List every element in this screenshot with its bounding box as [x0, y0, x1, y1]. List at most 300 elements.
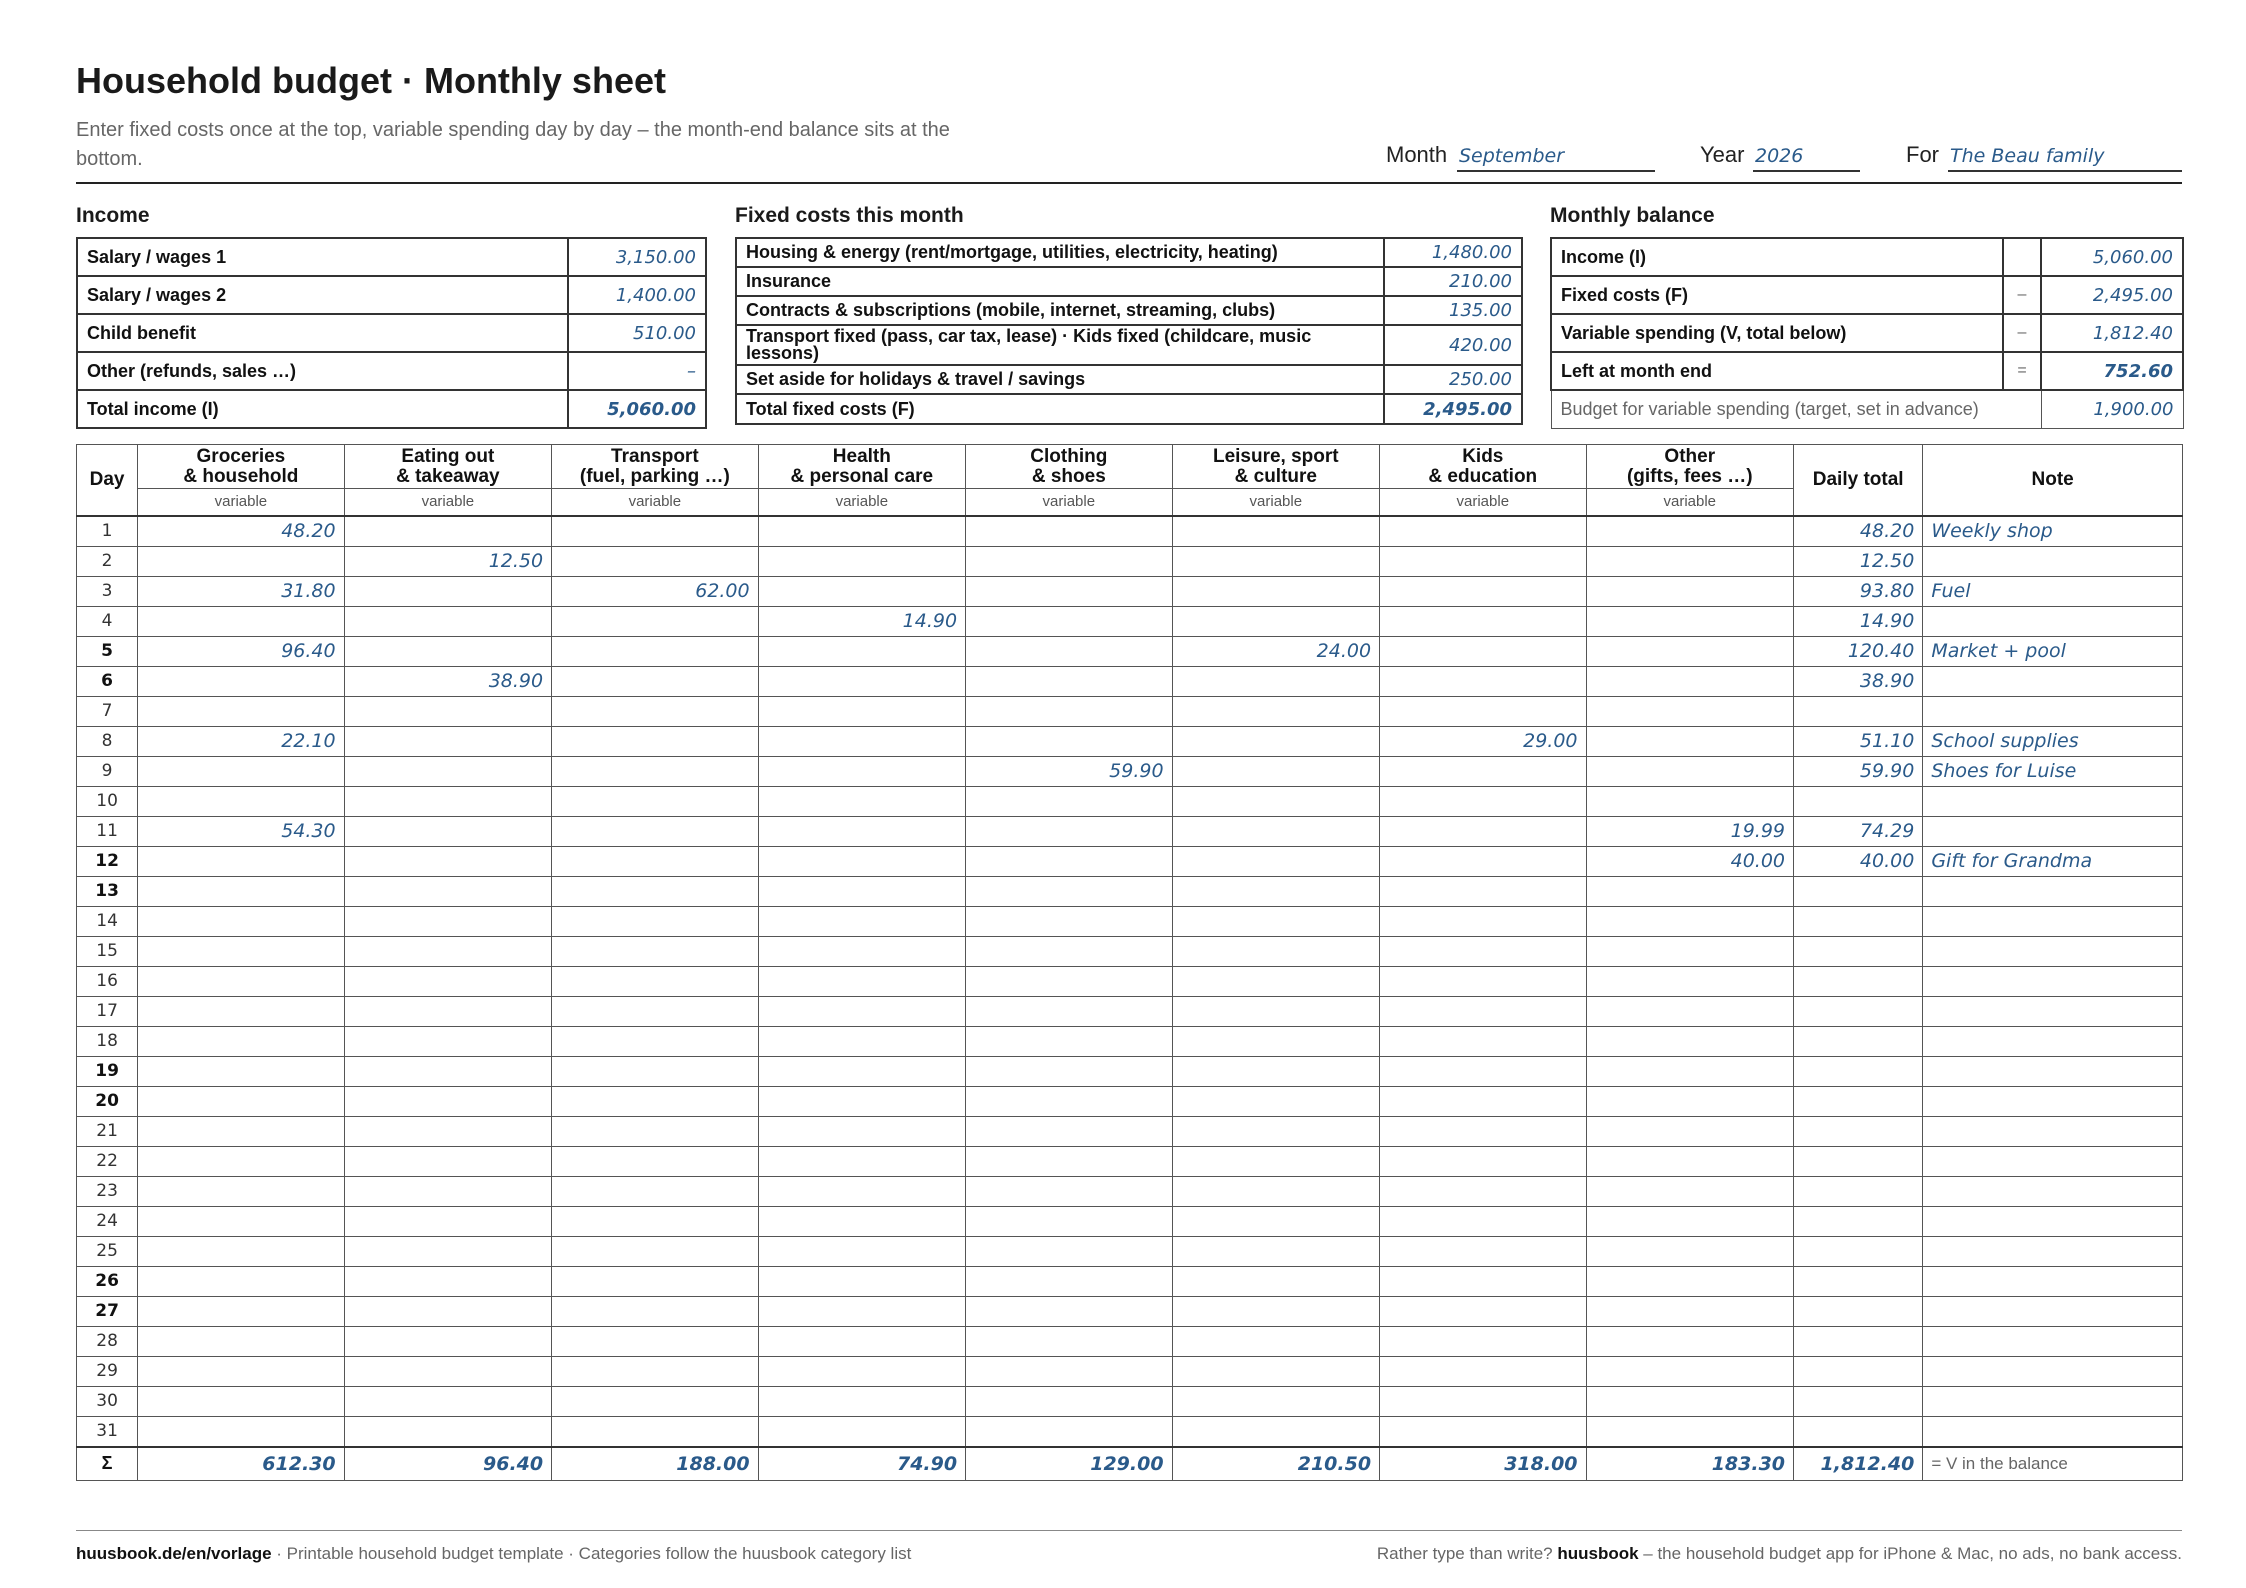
note-cell[interactable] — [1923, 1266, 2183, 1296]
expense-cell[interactable] — [344, 906, 551, 936]
expense-cell[interactable] — [344, 696, 551, 726]
expense-cell[interactable] — [1380, 816, 1586, 846]
expense-cell[interactable] — [138, 1026, 344, 1056]
expense-cell[interactable] — [1380, 1176, 1586, 1206]
expense-cell[interactable] — [552, 1326, 758, 1356]
expense-cell[interactable] — [758, 876, 965, 906]
expense-cell[interactable] — [344, 576, 551, 606]
expense-cell[interactable] — [1172, 516, 1379, 547]
footer-site-link[interactable]: huusbook.de/en/vorlage — [76, 1544, 272, 1563]
expense-cell[interactable] — [552, 906, 758, 936]
expense-cell[interactable] — [138, 1056, 344, 1086]
expense-cell[interactable] — [1380, 1386, 1586, 1416]
expense-cell[interactable]: 59.90 — [966, 756, 1172, 786]
expense-cell[interactable] — [1586, 546, 1793, 576]
expense-cell[interactable]: 19.99 — [1586, 816, 1793, 846]
expense-cell[interactable] — [344, 636, 551, 666]
expense-cell[interactable] — [966, 696, 1172, 726]
note-cell[interactable] — [1923, 936, 2183, 966]
expense-cell[interactable] — [552, 606, 758, 636]
expense-cell[interactable] — [966, 576, 1172, 606]
expense-cell[interactable] — [966, 846, 1172, 876]
fixed-cost-value-input[interactable]: 210.00 — [1384, 267, 1522, 296]
note-cell[interactable] — [1923, 1206, 2183, 1236]
expense-cell[interactable] — [1172, 1026, 1379, 1056]
expense-cell[interactable] — [1172, 1296, 1379, 1326]
expense-cell[interactable] — [1586, 906, 1793, 936]
expense-cell[interactable] — [1586, 1386, 1793, 1416]
expense-cell[interactable] — [1586, 936, 1793, 966]
expense-cell[interactable] — [1380, 546, 1586, 576]
note-cell[interactable] — [1923, 1056, 2183, 1086]
expense-cell[interactable] — [966, 1326, 1172, 1356]
expense-cell[interactable] — [1380, 876, 1586, 906]
expense-cell[interactable] — [1380, 786, 1586, 816]
expense-cell[interactable] — [966, 726, 1172, 756]
expense-cell[interactable] — [1172, 996, 1379, 1026]
expense-cell[interactable] — [552, 1146, 758, 1176]
note-cell[interactable]: Market + pool — [1923, 636, 2183, 666]
expense-cell[interactable] — [1172, 726, 1379, 756]
fixed-cost-value-input[interactable]: 250.00 — [1384, 365, 1522, 394]
expense-cell[interactable] — [138, 666, 344, 696]
expense-cell[interactable] — [758, 1326, 965, 1356]
expense-cell[interactable] — [552, 936, 758, 966]
expense-cell[interactable] — [1586, 1176, 1793, 1206]
expense-cell[interactable] — [138, 846, 344, 876]
expense-cell[interactable] — [552, 1416, 758, 1447]
expense-cell[interactable] — [552, 516, 758, 547]
expense-cell[interactable]: 22.10 — [138, 726, 344, 756]
expense-cell[interactable] — [966, 1386, 1172, 1416]
expense-cell[interactable] — [1586, 1356, 1793, 1386]
expense-cell[interactable] — [138, 966, 344, 996]
expense-cell[interactable] — [138, 876, 344, 906]
expense-cell[interactable] — [966, 1296, 1172, 1326]
expense-cell[interactable] — [966, 1086, 1172, 1116]
expense-cell[interactable] — [552, 1296, 758, 1326]
expense-cell[interactable] — [138, 996, 344, 1026]
for-input[interactable]: The Beau family — [1948, 138, 2182, 172]
expense-cell[interactable] — [138, 1386, 344, 1416]
expense-cell[interactable] — [1380, 1056, 1586, 1086]
expense-cell[interactable] — [1586, 756, 1793, 786]
expense-cell[interactable] — [1380, 936, 1586, 966]
expense-cell[interactable] — [344, 1176, 551, 1206]
expense-cell[interactable] — [758, 576, 965, 606]
expense-cell[interactable] — [1380, 756, 1586, 786]
expense-cell[interactable] — [552, 1356, 758, 1386]
expense-cell[interactable] — [758, 1206, 965, 1236]
expense-cell[interactable] — [966, 666, 1172, 696]
expense-cell[interactable] — [344, 936, 551, 966]
expense-cell[interactable] — [344, 1146, 551, 1176]
expense-cell[interactable] — [344, 816, 551, 846]
expense-cell[interactable] — [344, 606, 551, 636]
income-value-input[interactable]: 1,400.00 — [568, 276, 706, 314]
expense-cell[interactable]: 96.40 — [138, 636, 344, 666]
note-cell[interactable] — [1923, 1326, 2183, 1356]
expense-cell[interactable] — [1172, 1386, 1379, 1416]
expense-cell[interactable] — [1586, 1266, 1793, 1296]
expense-cell[interactable] — [1380, 1086, 1586, 1116]
expense-cell[interactable] — [966, 1146, 1172, 1176]
expense-cell[interactable] — [1380, 1266, 1586, 1296]
expense-cell[interactable] — [138, 1206, 344, 1236]
expense-cell[interactable] — [1380, 1326, 1586, 1356]
expense-cell[interactable] — [966, 936, 1172, 966]
expense-cell[interactable] — [1172, 1116, 1379, 1146]
expense-cell[interactable] — [344, 1086, 551, 1116]
expense-cell[interactable] — [1172, 1356, 1379, 1386]
expense-cell[interactable] — [344, 966, 551, 996]
expense-cell[interactable] — [1586, 1296, 1793, 1326]
expense-cell[interactable] — [1380, 606, 1586, 636]
expense-cell[interactable] — [966, 1206, 1172, 1236]
note-cell[interactable]: Gift for Grandma — [1923, 846, 2183, 876]
expense-cell[interactable] — [1172, 1086, 1379, 1116]
expense-cell[interactable] — [344, 1326, 551, 1356]
expense-cell[interactable] — [758, 816, 965, 846]
note-cell[interactable] — [1923, 666, 2183, 696]
expense-cell[interactable] — [552, 1206, 758, 1236]
expense-cell[interactable] — [552, 666, 758, 696]
expense-cell[interactable] — [138, 1236, 344, 1266]
note-cell[interactable] — [1923, 546, 2183, 576]
expense-cell[interactable] — [344, 1116, 551, 1146]
expense-cell[interactable] — [344, 1356, 551, 1386]
expense-cell[interactable] — [1172, 1266, 1379, 1296]
expense-cell[interactable] — [1586, 726, 1793, 756]
expense-cell[interactable] — [1172, 906, 1379, 936]
expense-cell[interactable] — [1172, 576, 1379, 606]
expense-cell[interactable] — [1380, 1206, 1586, 1236]
expense-cell[interactable] — [138, 786, 344, 816]
expense-cell[interactable] — [758, 786, 965, 816]
expense-cell[interactable] — [758, 516, 965, 547]
budget-target-value-input[interactable]: 1,900.00 — [2041, 390, 2183, 428]
expense-cell[interactable] — [758, 726, 965, 756]
expense-cell[interactable] — [1380, 996, 1586, 1026]
fixed-cost-value-input[interactable]: 135.00 — [1384, 296, 1522, 325]
category-header — [552, 445, 758, 489]
expense-cell[interactable] — [758, 1356, 965, 1386]
expense-cell[interactable] — [758, 696, 965, 726]
note-cell[interactable] — [1923, 1116, 2183, 1146]
expense-cell[interactable] — [1586, 1116, 1793, 1146]
expense-cell[interactable] — [552, 996, 758, 1026]
fixed-cost-value-input[interactable]: 420.00 — [1384, 325, 1522, 365]
expense-cell[interactable] — [344, 1056, 551, 1086]
expense-cell[interactable] — [1586, 696, 1793, 726]
expense-cell[interactable] — [138, 546, 344, 576]
expense-cell[interactable] — [138, 906, 344, 936]
expense-cell[interactable] — [344, 876, 551, 906]
expense-cell[interactable] — [1586, 1326, 1793, 1356]
note-cell[interactable] — [1923, 1296, 2183, 1326]
expense-cell[interactable] — [1380, 906, 1586, 936]
note-cell[interactable] — [1923, 816, 2183, 846]
expense-cell[interactable] — [1172, 876, 1379, 906]
expense-cell[interactable] — [1586, 606, 1793, 636]
expense-cell[interactable] — [758, 1386, 965, 1416]
expense-cell[interactable] — [966, 516, 1172, 547]
expense-cell[interactable] — [552, 876, 758, 906]
expense-cell[interactable] — [758, 936, 965, 966]
expense-cell[interactable] — [966, 816, 1172, 846]
expense-cell[interactable] — [758, 906, 965, 936]
expense-cell[interactable] — [552, 726, 758, 756]
expense-cell[interactable] — [552, 1116, 758, 1146]
expense-cell[interactable] — [552, 1266, 758, 1296]
expense-cell[interactable] — [1380, 1026, 1586, 1056]
note-cell[interactable] — [1923, 1386, 2183, 1416]
expense-cell[interactable] — [344, 756, 551, 786]
expense-cell[interactable] — [758, 1056, 965, 1086]
expense-cell[interactable] — [1586, 666, 1793, 696]
expense-cell[interactable] — [552, 966, 758, 996]
expense-cell[interactable] — [552, 546, 758, 576]
expense-cell[interactable] — [1380, 846, 1586, 876]
expense-cell[interactable] — [966, 546, 1172, 576]
expense-cell[interactable] — [138, 1356, 344, 1386]
expense-cell[interactable] — [1380, 666, 1586, 696]
expense-cell[interactable] — [138, 606, 344, 636]
expense-cell[interactable] — [552, 816, 758, 846]
expense-cell[interactable] — [1586, 786, 1793, 816]
note-cell[interactable] — [1923, 1236, 2183, 1266]
note-cell[interactable]: Fuel — [1923, 576, 2183, 606]
income-value-input[interactable]: 510.00 — [568, 314, 706, 352]
income-value-input[interactable]: – — [568, 352, 706, 390]
expense-cell[interactable] — [1380, 1146, 1586, 1176]
note-cell[interactable] — [1923, 696, 2183, 726]
expense-cell[interactable] — [966, 1356, 1172, 1386]
expense-cell[interactable] — [552, 636, 758, 666]
expense-cell[interactable] — [344, 846, 551, 876]
expense-cell[interactable] — [758, 1296, 965, 1326]
note-cell[interactable] — [1923, 1086, 2183, 1116]
expense-cell[interactable] — [1172, 546, 1379, 576]
fixed-cost-value-input[interactable]: 1,480.00 — [1384, 238, 1522, 267]
expense-cell[interactable] — [344, 726, 551, 756]
note-cell[interactable] — [1923, 1176, 2183, 1206]
expense-cell[interactable] — [552, 1236, 758, 1266]
expense-cell[interactable] — [1586, 516, 1793, 547]
category-type-label: variable — [552, 489, 758, 516]
expense-cell[interactable] — [1586, 1236, 1793, 1266]
expense-cell[interactable] — [758, 1146, 965, 1176]
category-header-line2: & education — [1428, 466, 1538, 487]
expense-cell[interactable] — [138, 1086, 344, 1116]
expense-cell[interactable] — [344, 1416, 551, 1447]
expense-cell[interactable] — [966, 996, 1172, 1026]
expense-cell[interactable] — [1380, 1296, 1586, 1326]
note-cell[interactable] — [1923, 1026, 2183, 1056]
expense-cell[interactable] — [138, 696, 344, 726]
expense-cell[interactable] — [1172, 1176, 1379, 1206]
expense-cell[interactable] — [138, 1116, 344, 1146]
expense-cell[interactable] — [138, 1146, 344, 1176]
expense-cell[interactable] — [1380, 516, 1586, 547]
expense-cell[interactable] — [344, 1206, 551, 1236]
expense-cell[interactable] — [966, 966, 1172, 996]
expense-cell[interactable] — [758, 1416, 965, 1447]
expense-cell[interactable]: 29.00 — [1380, 726, 1586, 756]
expense-cell[interactable]: 54.30 — [138, 816, 344, 846]
note-cell[interactable]: Shoes for Luise — [1923, 756, 2183, 786]
expense-cell[interactable] — [1380, 1416, 1586, 1447]
expense-cell[interactable] — [966, 786, 1172, 816]
expense-cell[interactable] — [1586, 996, 1793, 1026]
expense-cell[interactable] — [138, 1416, 344, 1447]
expense-cell[interactable] — [966, 1236, 1172, 1266]
expense-cell[interactable] — [1380, 696, 1586, 726]
expense-cell[interactable] — [552, 1386, 758, 1416]
expense-cell[interactable] — [966, 606, 1172, 636]
expense-cell[interactable] — [138, 1176, 344, 1206]
expense-cell[interactable] — [1586, 876, 1793, 906]
expense-cell[interactable] — [1380, 576, 1586, 606]
expense-cell[interactable] — [1380, 636, 1586, 666]
expense-cell[interactable] — [1172, 1416, 1379, 1447]
expense-cell[interactable] — [1586, 1086, 1793, 1116]
expense-cell[interactable] — [552, 696, 758, 726]
expense-cell[interactable] — [1380, 1356, 1586, 1386]
note-cell[interactable] — [1923, 876, 2183, 906]
expense-cell[interactable]: 40.00 — [1586, 846, 1793, 876]
expense-cell[interactable] — [758, 546, 965, 576]
note-cell[interactable] — [1923, 996, 2183, 1026]
note-cell[interactable] — [1923, 906, 2183, 936]
expense-cell[interactable] — [344, 1026, 551, 1056]
expense-cell[interactable] — [1586, 1146, 1793, 1176]
expense-cell[interactable] — [1172, 756, 1379, 786]
expense-cell[interactable] — [552, 1056, 758, 1086]
note-cell[interactable] — [1923, 606, 2183, 636]
expense-cell[interactable]: 14.90 — [758, 606, 965, 636]
day-number: 16 — [77, 966, 138, 996]
expense-cell[interactable] — [1172, 1056, 1379, 1086]
expense-cell[interactable] — [138, 1326, 344, 1356]
expense-cell[interactable] — [1586, 576, 1793, 606]
expense-cell[interactable] — [552, 786, 758, 816]
expense-cell[interactable] — [1586, 1056, 1793, 1086]
expense-cell[interactable] — [1172, 786, 1379, 816]
expense-cell[interactable]: 38.90 — [344, 666, 551, 696]
expense-cell[interactable] — [1586, 1416, 1793, 1447]
day-row — [77, 756, 2183, 786]
expense-cell[interactable] — [1172, 816, 1379, 846]
expense-cell[interactable] — [758, 1026, 965, 1056]
expense-cell[interactable] — [1586, 966, 1793, 996]
note-cell[interactable] — [1923, 1146, 2183, 1176]
expense-cell[interactable] — [966, 636, 1172, 666]
expense-cell[interactable] — [1172, 696, 1379, 726]
expense-cell[interactable] — [758, 846, 965, 876]
expense-cell[interactable]: 31.80 — [138, 576, 344, 606]
income-value-input[interactable]: 3,150.00 — [568, 238, 706, 276]
expense-cell[interactable] — [1172, 1326, 1379, 1356]
expense-cell[interactable] — [552, 846, 758, 876]
expense-cell[interactable] — [1380, 1116, 1586, 1146]
expense-cell[interactable] — [758, 636, 965, 666]
expense-cell[interactable] — [344, 1236, 551, 1266]
note-cell[interactable] — [1923, 1356, 2183, 1386]
expense-cell[interactable] — [344, 1296, 551, 1326]
expense-cell[interactable]: 48.20 — [138, 516, 344, 547]
expense-cell[interactable] — [966, 1116, 1172, 1146]
expense-cell[interactable] — [758, 1086, 965, 1116]
expense-cell[interactable] — [138, 936, 344, 966]
expense-cell[interactable]: 24.00 — [1172, 636, 1379, 666]
expense-cell[interactable] — [966, 1176, 1172, 1206]
note-cell[interactable]: School supplies — [1923, 726, 2183, 756]
expense-cell[interactable] — [758, 756, 965, 786]
expense-cell[interactable] — [758, 1236, 965, 1266]
expense-cell[interactable] — [1380, 1236, 1586, 1266]
expense-cell[interactable] — [966, 1056, 1172, 1086]
expense-cell[interactable] — [344, 1386, 551, 1416]
note-cell[interactable]: Weekly shop — [1923, 516, 2183, 547]
expense-cell[interactable] — [1172, 936, 1379, 966]
expense-cell[interactable] — [966, 1416, 1172, 1447]
expense-cell[interactable] — [966, 906, 1172, 936]
expense-cell[interactable] — [966, 876, 1172, 906]
expense-cell[interactable] — [138, 756, 344, 786]
expense-cell[interactable] — [1172, 966, 1379, 996]
year-input[interactable]: 2026 — [1753, 138, 1860, 172]
expense-cell[interactable] — [1172, 1206, 1379, 1236]
daily-total-cell — [1794, 906, 1923, 936]
note-cell[interactable] — [1923, 1416, 2183, 1447]
expense-cell[interactable] — [1172, 846, 1379, 876]
expense-cell[interactable] — [758, 1176, 965, 1206]
expense-cell[interactable] — [138, 1296, 344, 1326]
expense-cell[interactable] — [1172, 666, 1379, 696]
expense-cell[interactable] — [1380, 966, 1586, 996]
expense-cell[interactable] — [1172, 606, 1379, 636]
expense-cell[interactable] — [758, 666, 965, 696]
expense-cell[interactable] — [758, 1116, 965, 1146]
expense-cell[interactable] — [1586, 1206, 1793, 1236]
expense-cell[interactable]: 12.50 — [344, 546, 551, 576]
expense-cell[interactable] — [344, 516, 551, 547]
category-type-label: variable — [344, 489, 551, 516]
expense-cell[interactable] — [344, 786, 551, 816]
expense-cell[interactable]: 62.00 — [552, 576, 758, 606]
expense-cell[interactable] — [1586, 1026, 1793, 1056]
expense-cell[interactable] — [758, 996, 965, 1026]
expense-cell[interactable] — [552, 1176, 758, 1206]
expense-cell[interactable] — [552, 756, 758, 786]
expense-cell[interactable] — [138, 1266, 344, 1296]
expense-cell[interactable] — [552, 1026, 758, 1056]
expense-cell[interactable] — [966, 1026, 1172, 1056]
expense-cell[interactable] — [758, 966, 965, 996]
note-cell[interactable] — [1923, 786, 2183, 816]
expense-cell[interactable] — [1172, 1146, 1379, 1176]
expense-cell[interactable] — [966, 1266, 1172, 1296]
expense-cell[interactable] — [1586, 636, 1793, 666]
note-cell[interactable] — [1923, 966, 2183, 996]
expense-cell[interactable] — [758, 1266, 965, 1296]
month-input[interactable]: September — [1457, 138, 1655, 172]
expense-cell[interactable] — [552, 1086, 758, 1116]
expense-cell[interactable] — [1172, 1236, 1379, 1266]
expense-cell[interactable] — [344, 1266, 551, 1296]
expense-cell[interactable] — [344, 996, 551, 1026]
